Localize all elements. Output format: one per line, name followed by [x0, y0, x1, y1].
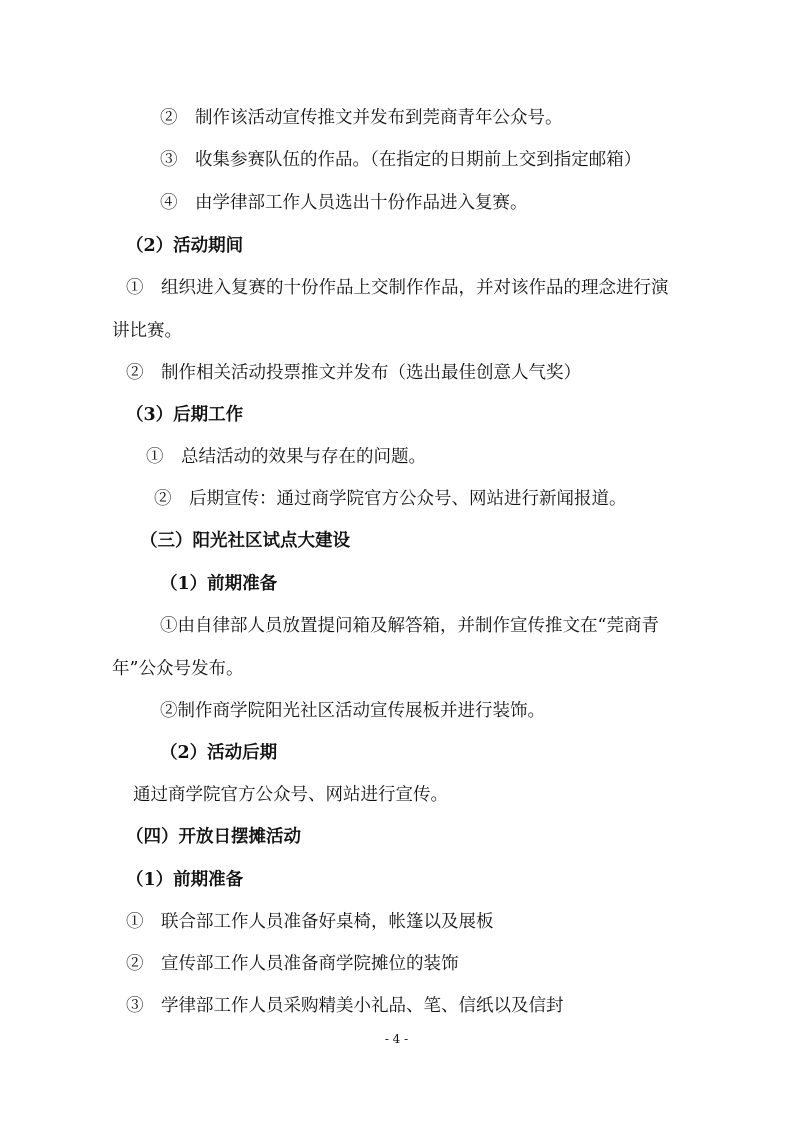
- text-line: 年”公众号发布。: [112, 659, 244, 679]
- text-line: ① 组织进入复赛的十份作品上交制作作品，并对该作品的理念进行演: [126, 278, 669, 298]
- section-heading: （1）前期准备: [160, 574, 278, 594]
- text-line: ② 宣传部工作人员准备商学院摊位的装饰: [126, 954, 459, 974]
- section-heading: （1）前期准备: [126, 870, 244, 890]
- text-line: ② 制作相关活动投票推文并发布（选出最佳创意人气奖）: [126, 363, 581, 383]
- text-line: 通过商学院官方公众号、网站进行宣传。: [133, 785, 448, 805]
- text-line: ① 总结活动的效果与存在的问题。: [146, 447, 426, 467]
- text-line: ② 后期宣传：通过商学院官方公众号、网站进行新闻报道。: [154, 489, 627, 509]
- text-line: ③ 收集参赛队伍的作品。（在指定的日期前上交到指定邮箱）: [160, 150, 642, 170]
- page-number: - 4 -: [384, 1032, 409, 1046]
- text-line: ④ 由学律部工作人员选出十份作品进入复赛。: [160, 193, 528, 213]
- text-line: 讲比赛。: [112, 321, 182, 341]
- section-heading: （2）活动后期: [160, 743, 278, 763]
- chapter-heading: （四）开放日摆摊活动: [126, 827, 301, 847]
- text-line: ①由自律部人员放置提问箱及解答箱，并制作宣传推文在“莞商青: [160, 616, 659, 636]
- text-line: ② 制作该活动宣传推文并发布到莞商青年公众号。: [160, 108, 563, 128]
- text-line: ① 联合部工作人员准备好桌椅，帐篷以及展板: [126, 912, 494, 932]
- text-line: ②制作商学院阳光社区活动宣传展板并进行装饰。: [160, 701, 545, 721]
- section-heading: （3）后期工作: [126, 405, 244, 425]
- section-heading: （2）活动期间: [126, 236, 244, 256]
- chapter-heading: （三）阳光社区试点大建设: [140, 531, 350, 551]
- text-line: ③ 学律部工作人员采购精美小礼品、笔、信纸以及信封: [126, 996, 564, 1016]
